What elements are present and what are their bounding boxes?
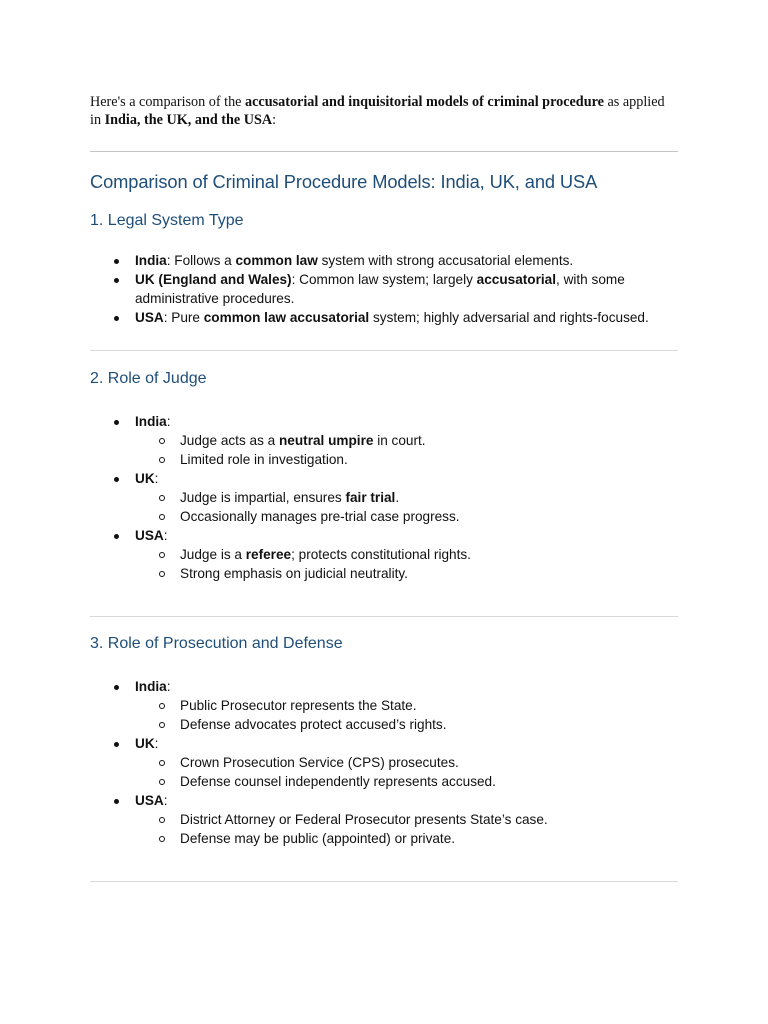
- list-item-uk: [90, 270, 678, 308]
- item-text: Occasionally manages pre-trial case progress.: [180, 509, 460, 524]
- sub-list-item: [135, 545, 678, 564]
- item-text: :: [163, 528, 168, 543]
- section-heading-legal-system-type: 1. Legal System Type: [90, 212, 244, 229]
- item-text: Crown Prosecution Service (CPS) prosecutes.: [180, 755, 459, 770]
- item-bold-text: neutral umpire: [279, 433, 374, 448]
- item-text: system with strong accusatorial elements.: [317, 253, 574, 268]
- divider: [90, 881, 678, 882]
- list-item-india: [90, 251, 678, 270]
- item-text: : Common law system; largely: [291, 272, 477, 287]
- sub-list-item: [135, 829, 678, 848]
- country-label: India: [135, 679, 167, 694]
- item-text: Public Prosecutor represents the State.: [180, 698, 417, 713]
- divider: [90, 151, 678, 152]
- item-text: Defense advocates protect accused’s rights.: [180, 717, 447, 732]
- document-page: [90, 93, 678, 882]
- sub-list-item: [135, 450, 678, 469]
- divider: [90, 350, 678, 351]
- item-text: : Follows a: [166, 253, 236, 268]
- item-text: , with some administrative procedures.: [135, 272, 625, 306]
- intro-text: Here's a comparison of the: [90, 94, 246, 110]
- sub-list: [135, 810, 678, 848]
- item-bold-text: referee: [245, 547, 292, 562]
- intro-text: as applied in: [90, 94, 665, 128]
- intro-text: :: [272, 112, 277, 128]
- sub-list: [135, 545, 678, 583]
- list-item-uk: [90, 469, 678, 526]
- legal-system-list: [90, 251, 678, 327]
- sub-list-item: [135, 810, 678, 829]
- country-label: UK (England and Wales): [135, 272, 292, 287]
- list-item-usa: [90, 526, 678, 583]
- document-title: Comparison of Criminal Procedure Models: India, UK, and USA: [90, 171, 598, 192]
- item-text: .: [395, 490, 400, 505]
- list-item-usa: [90, 308, 678, 327]
- intro-bold-countries: India, the UK, and the USA: [104, 112, 273, 128]
- prosecution-defense-list: [90, 677, 678, 848]
- item-text: Judge is a: [180, 547, 246, 562]
- sub-list: [135, 488, 678, 526]
- list-item-india: [90, 412, 678, 469]
- item-bold-text: common law accusatorial: [203, 310, 370, 325]
- country-label: UK: [135, 471, 155, 486]
- item-text: :: [163, 793, 168, 808]
- item-text: Judge acts as a: [180, 433, 279, 448]
- role-of-judge-list: [90, 412, 678, 583]
- sub-list-item: [135, 696, 678, 715]
- item-text: :: [154, 471, 159, 486]
- item-text: District Attorney or Federal Prosecutor presents State’s case.: [180, 812, 548, 827]
- list-item-india: [90, 677, 678, 734]
- intro-bold-models: accusatorial and inquisitorial models of criminal procedure: [245, 94, 604, 110]
- item-text: in court.: [373, 433, 426, 448]
- item-text: Defense may be public (appointed) or private.: [180, 831, 456, 846]
- sub-list-item: [135, 564, 678, 583]
- sub-list-item: [135, 715, 678, 734]
- item-text: Limited role in investigation.: [180, 452, 348, 467]
- item-text: :: [166, 414, 171, 429]
- sub-list-item: [135, 507, 678, 526]
- sub-list: [135, 431, 678, 469]
- section-heading-role-of-judge: 2. Role of Judge: [90, 370, 207, 387]
- item-text: system; highly adversarial and rights-focused.: [369, 310, 649, 325]
- list-item-usa: [90, 791, 678, 848]
- intro-paragraph: [90, 93, 678, 129]
- sub-list-item: [135, 488, 678, 507]
- item-text: : Pure: [163, 310, 204, 325]
- item-text: Judge is impartial, ensures: [180, 490, 346, 505]
- sub-list: [135, 753, 678, 791]
- item-text: :: [166, 679, 171, 694]
- sub-list-item: [135, 431, 678, 450]
- section-heading-prosecution-defense: 3. Role of Prosecution and Defense: [90, 635, 343, 652]
- country-label: USA: [135, 528, 164, 543]
- country-label: UK: [135, 736, 155, 751]
- item-bold-text: fair trial: [345, 490, 396, 505]
- country-label: India: [135, 414, 167, 429]
- item-text: ; protects constitutional rights.: [291, 547, 471, 562]
- sub-list-item: [135, 753, 678, 772]
- item-bold-text: accusatorial: [476, 272, 557, 287]
- divider: [90, 616, 678, 617]
- country-label: India: [135, 253, 167, 268]
- country-label: USA: [135, 793, 164, 808]
- item-text: Defense counsel independently represents accused.: [180, 774, 496, 789]
- item-text: :: [154, 736, 159, 751]
- list-item-uk: [90, 734, 678, 791]
- item-bold-text: common law: [235, 253, 318, 268]
- item-text: Strong emphasis on judicial neutrality.: [180, 566, 408, 581]
- sub-list: [135, 696, 678, 734]
- country-label: USA: [135, 310, 164, 325]
- sub-list-item: [135, 772, 678, 791]
